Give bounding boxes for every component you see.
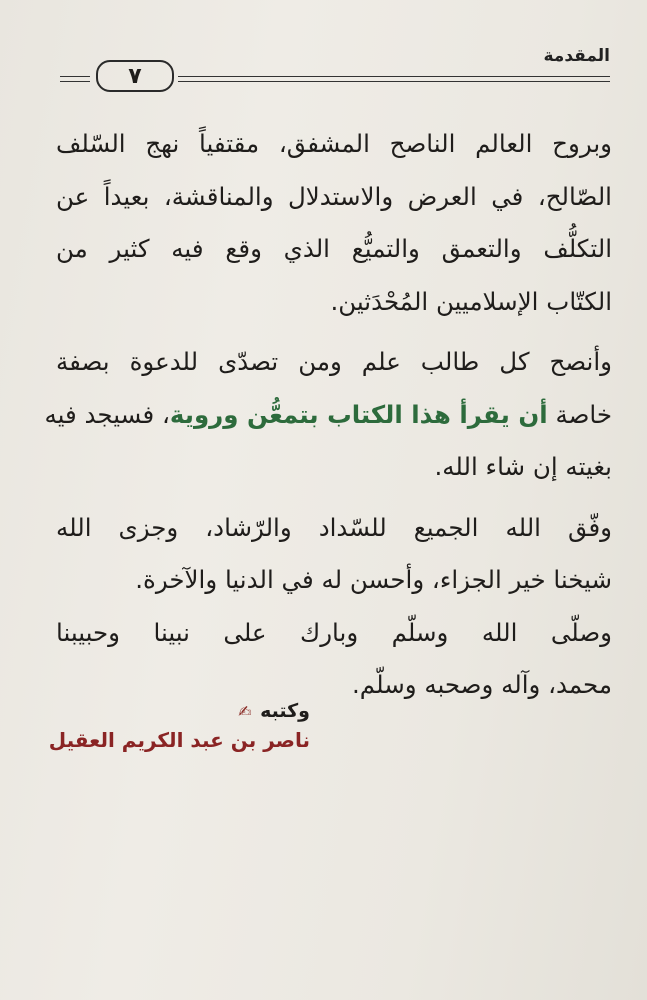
text-line: محمد، وآله وصحبه وسلّم. [351, 670, 612, 699]
highlighted-phrase: أن يقرأ هذا الكتاب بتمعُّن وروية [169, 399, 548, 429]
header-rule-short [60, 76, 90, 82]
text-line: الصّالح، في العرض والاستدلال والمناقشة، بعيداً عن [56, 181, 612, 211]
author-name: ناصر بن عبد الكريم العقيل [48, 728, 310, 752]
text-line: وصلّى الله وسلّم وبارك على نبينا وحبيبنا [56, 617, 612, 647]
page-number: ٧ [96, 60, 174, 92]
text-line: بغيته إن شاء الله. [434, 452, 612, 481]
text-line: وأنصح كل طالب علم ومن تصدّى للدعوة بصفة [56, 347, 612, 376]
text-line: شيخنا خير الجزاء، وأحسن له في الدنيا والآخرة. [135, 565, 612, 594]
signature-block [50, 700, 310, 752]
text-line: وبروح العالم الناصح المشفق، مقتفياً نهج السّلف [56, 129, 612, 158]
page-header [60, 40, 610, 98]
text-line-highlighted: خاصة أن يقرأ هذا الكتاب بتمعُّن وروية، فسيجد فيه [44, 399, 612, 429]
text-line: التكلُّف والتعمق والتميُّع الذي وقع فيه كثير من [56, 234, 612, 263]
body-text [44, 118, 612, 712]
signature-label: وكتبه [260, 700, 310, 722]
chapter-title: المقدمة [543, 46, 610, 66]
quill-icon: ✍ [238, 702, 252, 721]
header-rule [178, 76, 610, 82]
text-line: الكتّاب الإسلاميين المُحْدَثين. [330, 286, 612, 316]
text-line: وفّق الله الجميع للسّداد والرّشاد، وجزى الله [56, 512, 612, 542]
